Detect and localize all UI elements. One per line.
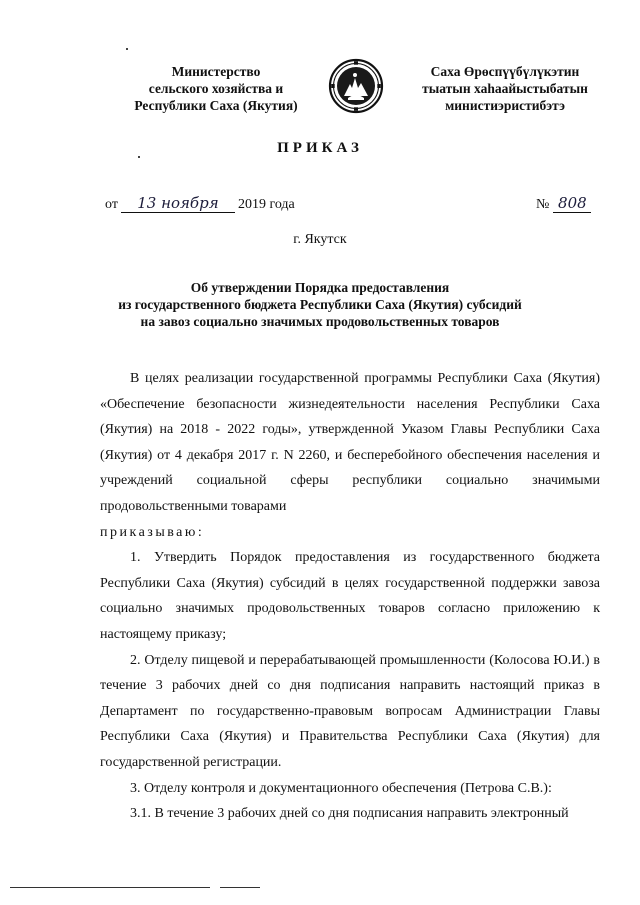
item-3-paragraph: 3. Отделу контроля и документационного обеспечения (Петрова С.В.): [130, 780, 552, 796]
subject-line: из государственного бюджета Республики Саха (Якутия) субсидий [118, 297, 522, 312]
footer-rule [10, 887, 210, 888]
decree-word: приказываю: [100, 524, 205, 540]
ministry-name-yakut [400, 63, 610, 114]
date-prefix: от [105, 197, 118, 212]
order-date [105, 194, 295, 213]
order-subject [100, 279, 540, 330]
city-name: г. Якутск [293, 232, 347, 247]
header-left-line: Республики Саха (Якутия) [134, 98, 298, 113]
header-right-line: тыатын хаһаайыстыбатын [422, 81, 588, 96]
handwritten-number: 808 [553, 194, 591, 213]
header-left-line: сельского хозяйства и [148, 81, 284, 96]
scan-speck [126, 48, 128, 50]
order-body [100, 366, 600, 827]
order-number [536, 194, 591, 213]
subject-line: на завоз социально значимых продовольственных товаров [140, 314, 500, 329]
item-3-1-paragraph: 3.1. В течение 3 рабочих дней со дня подписания направить электронный [130, 806, 569, 822]
item-2-paragraph: 2. Отделу пищевой и перерабатывающей промышленности (Колосова Ю.И.) в течение 3 рабочих дней со дня подписания направить настоящий приказ в Департамент по государственно-правовым вопросам Администрации Главы Республики Саха (Якутия) и Правительства Республики Саха (Якутия) для государственной регистрации. [100, 652, 600, 770]
emblem-icon [328, 58, 384, 114]
document-title: ПРИКАЗ [277, 140, 363, 156]
header-right-line: Саха Өрөспүүбүлүкэтин [430, 64, 580, 79]
scan-speck [138, 156, 140, 158]
preamble-paragraph: В целях реализации государственной программы Республики Саха (Якутия) «Обеспечение безопасности жизнедеятельности населения Республики Саха (Якутия) на 2018 - 2022 годы», утвержденной Указом Главы Республики Саха (Якутия) от 4 декабря 2017 г. N 2260, и бесперебойного обеспечения населения и учреждений социальной сферы республики социально значимыми продовольственными товарами [100, 371, 600, 514]
handwritten-date: 13 ноября [121, 194, 235, 213]
item-1-paragraph: 1. Утвердить Порядок предоставления из государственного бюджета Республики Саха (Якутия) субсидий в целях государственной поддержки завоза социально значимых продовольственных товаров согласно приложению к настоящему приказу; [100, 550, 600, 642]
header-right-line: министиэристибэтэ [445, 98, 565, 113]
number-prefix: № [536, 197, 550, 212]
header-left-line: Министерство [171, 64, 261, 79]
ministry-name-russian [110, 63, 322, 114]
date-suffix: 2019 года [237, 197, 295, 212]
subject-line: Об утверждении Порядка предоставления [190, 280, 450, 295]
footer-rule [220, 887, 260, 888]
